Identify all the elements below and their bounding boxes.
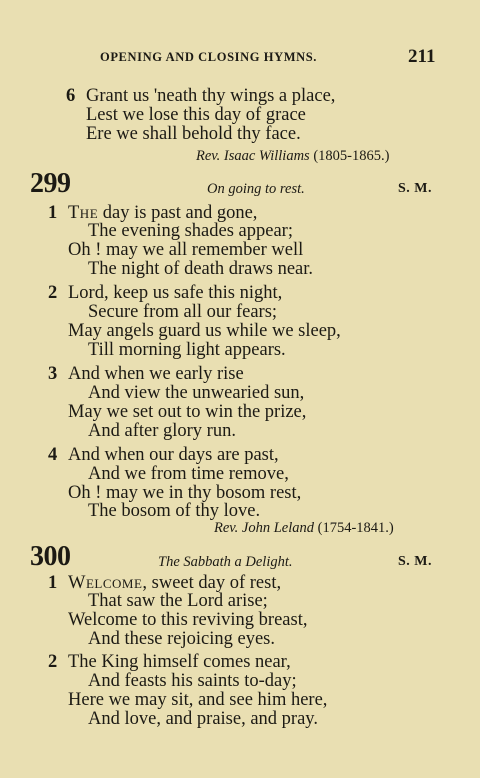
verse-line: May angels guard us while we sleep, [68,321,341,341]
verse-line: And love, and praise, and pray. [88,709,318,729]
hymn-meter: S. M. [398,554,432,569]
stanza-number: 1 [48,203,58,223]
verse-line: Oh ! may we all remember well [68,240,304,260]
running-head: OPENING AND CLOSING HYMNS. [100,50,318,64]
verse-line: Lest we lose this day of grace [86,105,306,125]
verse-line: The King himself comes near, [68,652,291,672]
stanza-number: 6 [66,86,76,106]
verse-line: And view the unwearied sun, [88,383,305,403]
page-number: 211 [408,46,436,67]
verse-line: The bosom of thy love. [88,501,261,521]
hymn-meter: S. M. [398,181,432,196]
verse-line: And we from time remove, [88,464,289,484]
verse-line: Secure from all our fears; [88,302,278,322]
verse-line: May we set out to win the prize, [68,402,307,422]
verse-line: Lord, keep us safe this night, [68,283,283,303]
verse-line: Ere we shall behold thy face. [86,124,301,144]
stanza-number: 1 [48,573,58,593]
verse-line: And these rejoicing eyes. [88,629,275,649]
verse-text: day is past and gone, [98,203,258,223]
verse-line: Welcome to this reviving breast, [68,610,308,630]
verse-line: Grant us 'neath thy wings a place, [86,86,336,106]
verse-line: Here we may sit, and see him here, [68,690,328,710]
author-name: Rev. John Leland [214,520,314,536]
author-attribution [214,520,394,537]
verse-line: The evening shades appear; [88,221,293,241]
verse-line: And when we early rise [68,364,244,384]
author-name: Rev. Isaac Williams [196,148,310,164]
drop-word: Welcome [68,573,143,593]
verse-line: And after glory run. [88,421,236,441]
verse-line: Till morning light appears. [88,340,286,360]
verse-line: And feasts his saints to-day; [88,671,297,691]
stanza-number: 4 [48,445,58,465]
verse-line: And when our days are past, [68,445,279,465]
verse-line: That saw the Lord arise; [88,591,268,611]
stanza-number: 3 [48,364,58,384]
verse-line: The night of death draws near. [88,259,314,279]
verse-text: , sweet day of rest, [142,573,282,593]
author-dates: (1805-1865.) [313,148,390,164]
verse-line: Oh ! may we in thy bosom rest, [68,483,302,503]
page-header [0,46,480,70]
author-dates: (1754-1841.) [317,520,394,536]
stanza-number: 2 [48,652,58,672]
hymn-number: 300 [30,541,71,572]
hymn-occasion: The Sabbath a Delight. [158,554,293,570]
hymn-occasion: On going to rest. [207,181,305,197]
stanza-number: 2 [48,283,58,303]
hymn-number: 299 [30,168,71,199]
author-attribution [196,148,389,165]
drop-word: The [68,203,99,223]
